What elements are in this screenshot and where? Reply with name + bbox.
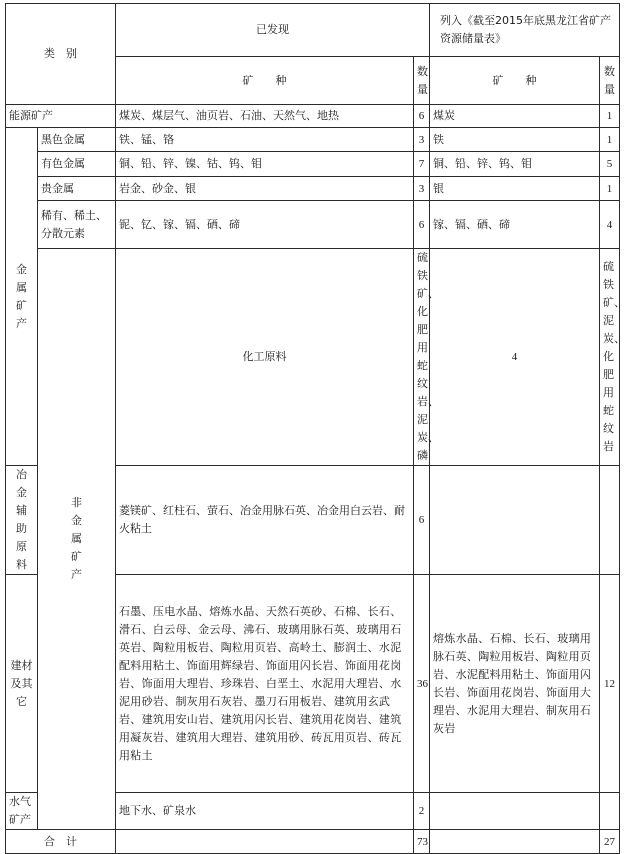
listed-count-metallurgy <box>600 466 620 575</box>
total-row <box>6 830 620 854</box>
listed-count-building: 12 <box>600 575 620 793</box>
listed-minerals-precious: 银 <box>430 177 600 201</box>
header-row-1 <box>6 4 620 57</box>
row-label-precious: 贵金属 <box>38 177 116 201</box>
row-label-total: 合 计 <box>6 830 116 854</box>
found-minerals-water: 地下水、矿泉水 <box>116 793 414 830</box>
table-row <box>6 105 620 128</box>
table-row <box>6 201 620 249</box>
table-row <box>6 152 620 177</box>
found-count-precious: 3 <box>414 177 430 201</box>
row-label-energy: 能源矿产 <box>6 105 116 128</box>
found-minerals-rare: 铌、钇、镓、镉、硒、碲 <box>116 201 414 249</box>
listed-count-precious: 1 <box>600 177 620 201</box>
found-header: 已发现 <box>116 4 430 57</box>
listed-minerals-water <box>430 793 600 830</box>
found-minerals-energy: 煤炭、煤层气、油页岩、石油、天然气、地热 <box>116 105 414 128</box>
found-minerals-nonferrous: 铜、铅、锌、镍、钴、钨、钼 <box>116 152 414 177</box>
row-label-water: 水气矿产 <box>6 793 38 830</box>
listed-mineral-kind-header: 矿 种 <box>430 57 600 105</box>
listed-minerals-rare: 镓、镉、硒、碲 <box>430 201 600 249</box>
listed-minerals-total <box>430 830 600 854</box>
found-count-energy: 6 <box>414 105 430 128</box>
listed-count-total: 27 <box>600 830 620 854</box>
found-minerals-chemical: 硫铁矿、化肥用蛇纹岩、泥炭、磷 <box>414 249 430 466</box>
found-minerals-ferrous: 铁、锰、铬 <box>116 128 414 152</box>
found-count-water: 2 <box>414 793 430 830</box>
category-header: 类 别 <box>6 4 116 105</box>
row-label-rare: 稀有、稀土、分散元素 <box>38 201 116 249</box>
listed-header: 列入《截至2015年底黑龙江省矿产资源储量表》 <box>430 4 620 57</box>
found-count-header: 数 量 <box>414 57 430 105</box>
found-count-metallurgy: 6 <box>414 466 430 575</box>
listed-minerals-energy: 煤炭 <box>430 105 600 128</box>
row-label-building: 建材及其它 <box>6 575 38 793</box>
found-mineral-kind-header: 矿 种 <box>116 57 414 105</box>
listed-minerals-chemical: 硫铁矿、泥炭、化肥用蛇纹岩 <box>600 249 620 466</box>
found-count-ferrous: 3 <box>414 128 430 152</box>
listed-count-ferrous: 1 <box>600 128 620 152</box>
mineral-resources-table <box>5 3 625 854</box>
found-count-nonferrous: 7 <box>414 152 430 177</box>
listed-count-header: 数 量 <box>600 57 620 105</box>
found-count-rare: 6 <box>414 201 430 249</box>
listed-count-nonferrous: 5 <box>600 152 620 177</box>
listed-minerals-metallurgy <box>430 466 600 575</box>
table-row <box>6 249 620 466</box>
found-count-building: 36 <box>414 575 430 793</box>
listed-count-rare: 4 <box>600 201 620 249</box>
found-minerals-precious: 岩金、砂金、银 <box>116 177 414 201</box>
table-row <box>6 177 620 201</box>
table-row <box>6 128 620 152</box>
row-label-chemical: 化工原料 <box>116 249 414 466</box>
listed-count-water <box>600 793 620 830</box>
group-label-metal: 金 属 矿 产 <box>6 128 38 466</box>
found-minerals-total <box>116 830 414 854</box>
found-minerals-building: 石墨、压电水晶、熔炼水晶、天然石英砂、石棉、长石、滑石、白云母、金云母、沸石、玻璃用脉石英、玻璃用石英岩、陶粒用板岩、陶粒用页岩、高岭土、膨润土、水泥配料用粘土、饰面用辉绿岩、饰面用闪长岩、饰面用花岗岩、饰面用大理岩、珍珠岩、白垩土、水泥用大理岩、水泥用砂岩、制灰用石灰岩、墨刀石用板岩、建筑用玄武岩、建筑用安山岩、建筑用闪长岩、建筑用花岗岩、建筑用凝灰岩、建筑用大理岩、建筑用砂、砖瓦用页岩、砖瓦用粘土 <box>116 575 414 793</box>
listed-count-energy: 1 <box>600 105 620 128</box>
listed-minerals-ferrous: 铁 <box>430 128 600 152</box>
group-label-nonmetal: 非 金 属 矿 产 <box>38 249 116 830</box>
row-label-ferrous: 黑色金属 <box>38 128 116 152</box>
row-label-metallurgy: 冶金辅助原料 <box>6 466 38 575</box>
found-count-total: 73 <box>414 830 430 854</box>
found-count-chemical: 4 <box>430 249 600 466</box>
row-label-nonferrous: 有色金属 <box>38 152 116 177</box>
found-minerals-metallurgy: 菱镁矿、红柱石、萤石、冶金用脉石英、冶金用白云岩、耐火粘土 <box>116 466 414 575</box>
listed-minerals-building: 熔炼水晶、石棉、长石、玻璃用脉石英、陶粒用板岩、陶粒用页岩、水泥配料用粘土、饰面用闪长岩、饰面用花岗岩、饰面用大理岩、水泥用大理岩、制灰用石灰岩 <box>430 575 600 793</box>
listed-minerals-nonferrous: 铜、铅、锌、钨、钼 <box>430 152 600 177</box>
